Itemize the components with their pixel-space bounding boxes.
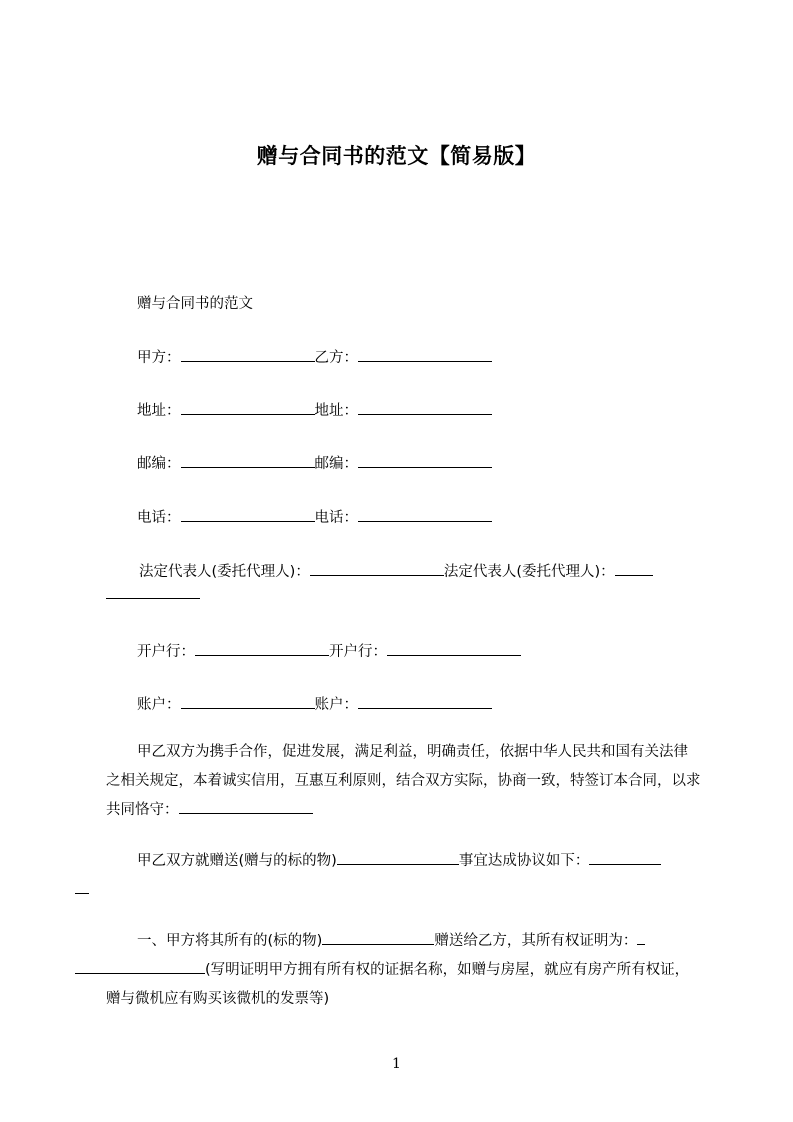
party-a-label: 甲方： (137, 350, 181, 366)
account-a-blank (181, 694, 315, 709)
postcode-b-blank (358, 453, 492, 468)
phone-line (137, 506, 492, 527)
account-line (137, 693, 492, 714)
party-b-blank (358, 347, 492, 362)
bank-line (137, 640, 521, 661)
phone-a-label: 电话： (137, 510, 181, 526)
address-a-label: 地址： (137, 403, 181, 419)
gift-intro-blank-continued (75, 879, 89, 894)
document-subtitle: 赠与合同书的范文 (137, 296, 253, 312)
clause-1-text-b: 赠送给乙方，其所有权证明为： (434, 933, 638, 949)
rep-b-blank-continued (106, 584, 200, 599)
account-b-blank (358, 694, 492, 709)
representative-line (139, 560, 653, 581)
rep-a-blank (310, 561, 444, 576)
address-line (137, 399, 492, 420)
clause-1-paragraph (106, 927, 702, 1014)
preamble-text: 甲乙双方为携手合作，促进发展，满足利益，明确责任，依据中华人民共和国有关法律之相关规定，本着诚实信用，互惠互利原则，结合双方实际，协商一致，特签订本合同，以求共同恪守： (106, 744, 701, 818)
party-a-blank (181, 347, 315, 362)
account-b-label: 账户： (314, 697, 358, 713)
clause-1-proof-blank-continued (75, 959, 205, 974)
rep-a-label: 法定代表人(委托代理人)： (139, 564, 310, 580)
rep-b-blank (615, 561, 653, 576)
gift-subject-blank (337, 850, 459, 865)
rep-b-label: 法定代表人(委托代理人)： (443, 564, 615, 580)
clause-1-text-a: 一、甲方将其所有的(标的物) (137, 933, 323, 949)
gift-intro-text-a: 甲乙双方就赠送(赠与的标的物) (137, 853, 337, 869)
page-number: 1 (392, 1056, 401, 1072)
party-b-label: 乙方： (314, 350, 358, 366)
address-b-label: 地址： (314, 403, 358, 419)
gift-intro-text-b: 事宜达成协议如下： (458, 853, 590, 869)
document-title: 赠与合同书的范文【简易版】 (256, 144, 537, 168)
clause-1-proof-blank (637, 930, 645, 945)
account-a-label: 账户： (137, 697, 181, 713)
bank-b-label: 开户行： (329, 644, 387, 660)
preamble-paragraph (106, 738, 702, 825)
party-line (137, 346, 492, 367)
postcode-line (137, 452, 492, 473)
phone-b-blank (358, 507, 492, 522)
bank-a-label: 开户行： (137, 644, 195, 660)
postcode-b-label: 邮编： (314, 456, 358, 472)
address-a-blank (181, 400, 315, 415)
clause-1-subject-blank (322, 930, 434, 945)
postcode-a-label: 邮编： (137, 456, 181, 472)
phone-b-label: 电话： (314, 510, 358, 526)
clause-1-text-c: (写明证明甲方拥有所有权的证据名称，如赠与房屋，就应有房产所有权证，赠与微机应有购买该微机的发票等) (106, 962, 690, 1007)
bank-a-blank (195, 641, 329, 656)
preamble-blank (179, 799, 313, 814)
bank-b-blank (387, 641, 521, 656)
gift-intro-paragraph (106, 847, 702, 905)
postcode-a-blank (181, 453, 315, 468)
phone-a-blank (181, 507, 315, 522)
address-b-blank (358, 400, 492, 415)
gift-intro-blank (589, 850, 661, 865)
